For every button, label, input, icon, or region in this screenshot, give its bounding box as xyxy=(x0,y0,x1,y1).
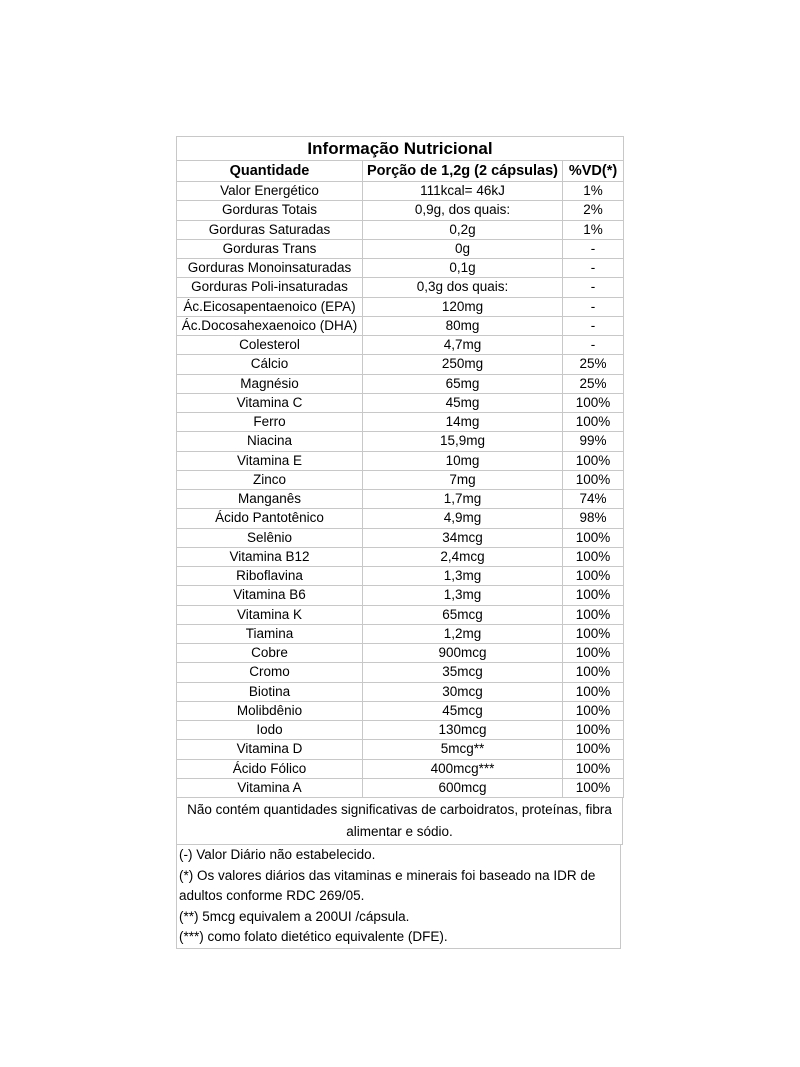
table-row xyxy=(177,336,624,355)
header-row xyxy=(177,161,624,182)
table-row xyxy=(177,182,624,201)
nutrient-amount: 1,2mg xyxy=(363,624,563,643)
nutrient-amount: 1,7mg xyxy=(363,490,563,509)
nutrient-amount: 65mg xyxy=(363,374,563,393)
table-row xyxy=(177,201,624,220)
nutrient-name: Valor Energético xyxy=(177,182,363,201)
table-row xyxy=(177,778,624,797)
nutrient-amount: 0,2g xyxy=(363,220,563,239)
nutrient-amount: 34mcg xyxy=(363,528,563,547)
nutrient-amount: 14mg xyxy=(363,413,563,432)
nutrient-amount: 400mcg*** xyxy=(363,759,563,778)
table-row xyxy=(177,759,624,778)
nutrient-name: Riboflavina xyxy=(177,567,363,586)
nutrient-vd: 100% xyxy=(563,701,624,720)
nutrient-vd: 100% xyxy=(563,663,624,682)
nutrient-vd: 1% xyxy=(563,220,624,239)
nutrient-amount: 10mg xyxy=(363,451,563,470)
nutrient-amount: 45mcg xyxy=(363,701,563,720)
nutrient-amount: 0,9g, dos quais: xyxy=(363,201,563,220)
table-row xyxy=(177,721,624,740)
nutrient-name: Zinco xyxy=(177,470,363,489)
table-row xyxy=(177,432,624,451)
nutrient-name: Iodo xyxy=(177,721,363,740)
table-row xyxy=(177,355,624,374)
nutrient-amount: 35mcg xyxy=(363,663,563,682)
nutrient-vd: 100% xyxy=(563,778,624,797)
nutrient-name: Ác.Docosahexaenoico (DHA) xyxy=(177,316,363,335)
table-row xyxy=(177,663,624,682)
nutrient-name: Gorduras Poli-insaturadas xyxy=(177,278,363,297)
nutrient-amount: 5mcg** xyxy=(363,740,563,759)
nutrient-name: Manganês xyxy=(177,490,363,509)
nutrient-name: Ácido Pantotênico xyxy=(177,509,363,528)
nutrient-vd: 100% xyxy=(563,413,624,432)
nutrient-name: Cálcio xyxy=(177,355,363,374)
nutrient-vd: 100% xyxy=(563,759,624,778)
nutrient-amount: 130mcg xyxy=(363,721,563,740)
nutrient-vd: 1% xyxy=(563,182,624,201)
nutrient-name: Ác.Eicosapentaenoico (EPA) xyxy=(177,297,363,316)
nutrient-vd: 100% xyxy=(563,682,624,701)
nutrient-name: Cromo xyxy=(177,663,363,682)
table-row xyxy=(177,644,624,663)
footnote: (**) 5mcg equivalem a 200UI /cápsula. xyxy=(179,908,410,924)
nutrient-amount: 0,3g dos quais: xyxy=(363,278,563,297)
nutrient-amount: 250mg xyxy=(363,355,563,374)
nutrient-vd: 100% xyxy=(563,586,624,605)
footnote: (***) como folato dietético equivalente (DFE). xyxy=(179,929,448,944)
nutrient-name: Tiamina xyxy=(177,624,363,643)
nutrient-name: Vitamina B6 xyxy=(177,586,363,605)
nutrition-table xyxy=(176,136,624,798)
nutrient-vd: 100% xyxy=(563,721,624,740)
nutrient-vd: 25% xyxy=(563,355,624,374)
nutrient-vd: - xyxy=(563,316,624,335)
nutrient-amount: 7mg xyxy=(363,470,563,489)
table-row xyxy=(177,259,624,278)
nutrient-vd: - xyxy=(563,278,624,297)
nutrient-amount: 80mg xyxy=(363,316,563,335)
nutrient-vd: 98% xyxy=(563,509,624,528)
nutrient-vd: 2% xyxy=(563,201,624,220)
nutrient-vd: 100% xyxy=(563,567,624,586)
table-row xyxy=(177,239,624,258)
table-row xyxy=(177,567,624,586)
nutrient-name: Biotina xyxy=(177,682,363,701)
nutrient-vd: - xyxy=(563,297,624,316)
nutrient-name: Gorduras Monoinsaturadas xyxy=(177,259,363,278)
footnote: (*) Os valores diários das vitaminas e minerais foi baseado na IDR de adultos conforme RDC 269/05. xyxy=(179,867,596,903)
nutrient-name: Ferro xyxy=(177,413,363,432)
nutrient-vd: - xyxy=(563,336,624,355)
nutrient-amount: 111kcal= 46kJ xyxy=(363,182,563,201)
table-title: Informação Nutricional xyxy=(177,137,624,161)
nutrient-amount: 1,3mg xyxy=(363,567,563,586)
table-row xyxy=(177,470,624,489)
nutrient-name: Vitamina B12 xyxy=(177,547,363,566)
nutrient-vd: 99% xyxy=(563,432,624,451)
nutrient-amount: 4,7mg xyxy=(363,336,563,355)
nutrient-name: Vitamina K xyxy=(177,605,363,624)
table-row xyxy=(177,624,624,643)
nutrient-name: Colesterol xyxy=(177,336,363,355)
table-row xyxy=(177,682,624,701)
nutrient-amount: 1,3mg xyxy=(363,586,563,605)
nutrient-amount: 120mg xyxy=(363,297,563,316)
table-row xyxy=(177,413,624,432)
header-quantidade: Quantidade xyxy=(177,161,363,182)
nutrient-vd: 100% xyxy=(563,740,624,759)
nutrient-vd: 100% xyxy=(563,624,624,643)
table-row xyxy=(177,547,624,566)
nutrient-name: Gorduras Trans xyxy=(177,239,363,258)
table-row xyxy=(177,586,624,605)
title-row xyxy=(177,137,624,161)
table-row xyxy=(177,605,624,624)
table-row xyxy=(177,297,624,316)
nutrient-amount: 0g xyxy=(363,239,563,258)
nutrient-vd: 74% xyxy=(563,490,624,509)
table-row xyxy=(177,701,624,720)
nutrient-name: Niacina xyxy=(177,432,363,451)
nutrient-name: Selênio xyxy=(177,528,363,547)
nutrient-vd: 100% xyxy=(563,470,624,489)
footer-note: Não contém quantidades significativas de carboidratos, proteínas, fibra alimentar e sódio. xyxy=(176,798,623,845)
nutrient-amount: 900mcg xyxy=(363,644,563,663)
nutrient-vd: 100% xyxy=(563,644,624,663)
nutrient-name: Vitamina C xyxy=(177,393,363,412)
nutrient-name: Vitamina E xyxy=(177,451,363,470)
nutrient-amount: 0,1g xyxy=(363,259,563,278)
nutrient-vd: 100% xyxy=(563,451,624,470)
nutrient-amount: 15,9mg xyxy=(363,432,563,451)
nutrient-name: Gorduras Saturadas xyxy=(177,220,363,239)
nutrient-name: Vitamina A xyxy=(177,778,363,797)
table-row xyxy=(177,740,624,759)
nutrient-name: Ácido Fólico xyxy=(177,759,363,778)
nutrient-amount: 4,9mg xyxy=(363,509,563,528)
nutrition-facts-panel xyxy=(176,136,623,949)
nutrient-amount: 65mcg xyxy=(363,605,563,624)
table-row xyxy=(177,278,624,297)
table-row xyxy=(177,316,624,335)
table-row xyxy=(177,528,624,547)
nutrient-amount: 2,4mcg xyxy=(363,547,563,566)
notes-section xyxy=(176,845,621,949)
nutrient-name: Molibdênio xyxy=(177,701,363,720)
header-vd: %VD(*) xyxy=(563,161,624,182)
nutrient-name: Cobre xyxy=(177,644,363,663)
nutrient-amount: 45mg xyxy=(363,393,563,412)
nutrient-vd: 100% xyxy=(563,528,624,547)
nutrient-amount: 30mcg xyxy=(363,682,563,701)
table-row xyxy=(177,451,624,470)
nutrient-name: Vitamina D xyxy=(177,740,363,759)
nutrient-name: Magnésio xyxy=(177,374,363,393)
nutrient-vd: - xyxy=(563,259,624,278)
table-row xyxy=(177,374,624,393)
footnote: (-) Valor Diário não estabelecido. xyxy=(179,847,376,862)
table-row xyxy=(177,490,624,509)
table-row xyxy=(177,220,624,239)
nutrient-vd: 100% xyxy=(563,547,624,566)
table-row xyxy=(177,393,624,412)
nutrient-amount: 600mcg xyxy=(363,778,563,797)
header-porcao: Porção de 1,2g (2 cápsulas) xyxy=(363,161,563,182)
nutrient-vd: - xyxy=(563,239,624,258)
table-row xyxy=(177,509,624,528)
nutrient-vd: 100% xyxy=(563,393,624,412)
nutrient-name: Gorduras Totais xyxy=(177,201,363,220)
nutrient-vd: 25% xyxy=(563,374,624,393)
nutrient-vd: 100% xyxy=(563,605,624,624)
